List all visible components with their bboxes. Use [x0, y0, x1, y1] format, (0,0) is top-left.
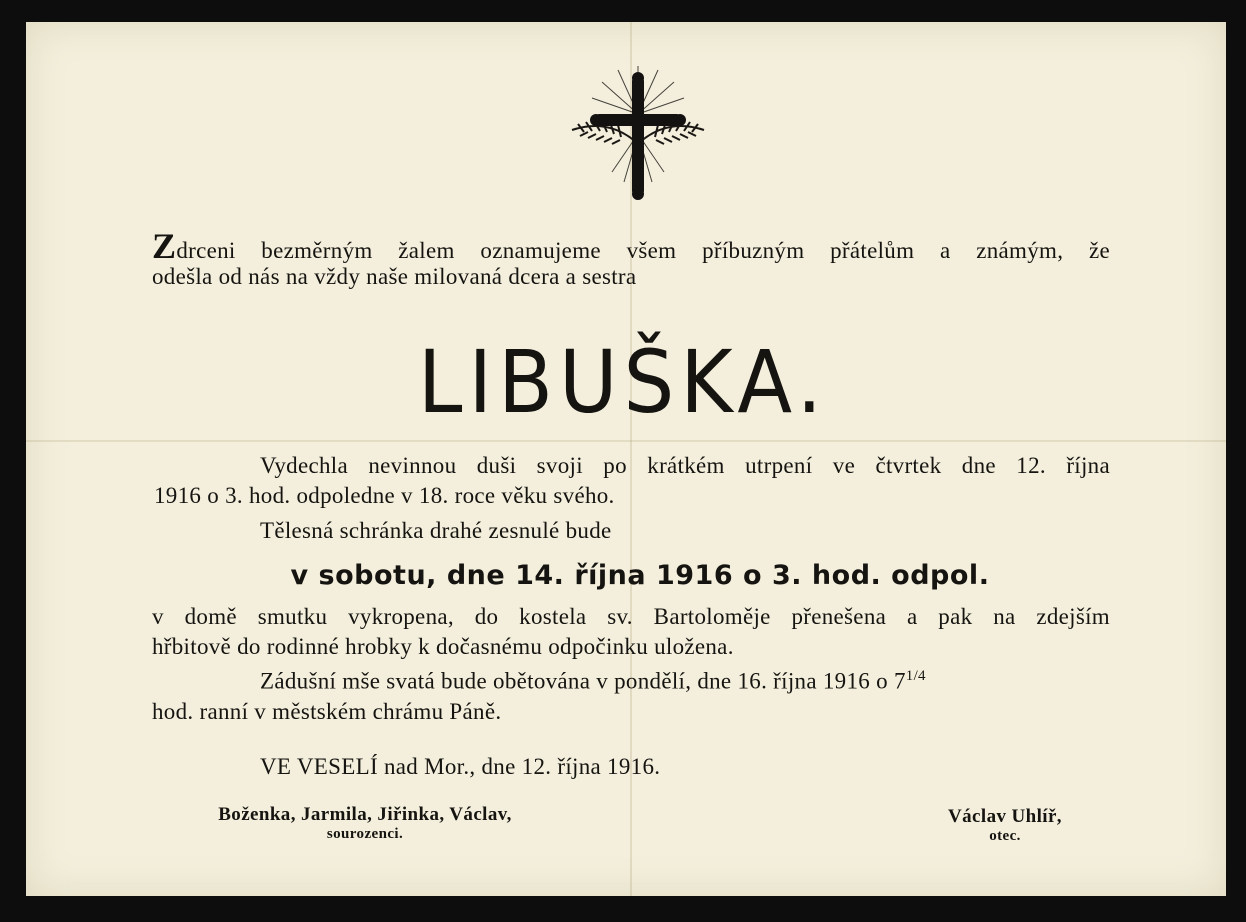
- intro-text: drceni bezměrným žalem oznamujeme všem příbuzným přátelům a známým, že: [176, 238, 1110, 263]
- intro-line-1: [152, 228, 1110, 264]
- mass-line-1: [260, 668, 926, 695]
- cross-icon: [568, 64, 708, 204]
- deceased-name: LIBUŠKA.: [417, 332, 829, 433]
- funeral-date: v sobotu, dne 14. října 1916 o 3. hod. odpol.: [290, 560, 990, 591]
- father-signature: [880, 806, 1130, 845]
- siblings-signature: [150, 804, 580, 843]
- mass-line-2: hod. ranní v městském chrámu Páně.: [152, 699, 502, 724]
- mass-text: Zádušní mše svatá bude obětována v pondělí, dne 16. října 1916 o 7: [260, 668, 906, 694]
- rite-line-1: v domě smutku vykropena, do kostela sv. Bartoloměje přenešena a pak na zdejším: [152, 604, 1110, 629]
- intro-line-2: odešla od nás na vždy naše milovaná dcera a sestra: [152, 264, 637, 289]
- siblings-names: Boženka, Jarmila, Jiřinka, Václav,: [218, 804, 512, 825]
- father-name: Václav Uhlíř,: [948, 806, 1062, 827]
- father-role: otec.: [989, 828, 1021, 844]
- mass-fraction: 1/4: [905, 668, 926, 684]
- fold-crease-horizontal: [26, 440, 1226, 442]
- death-line-1: Vydechla nevinnou duši svoji po krátkém utrpení ve čtvrtek dne 12. října: [260, 453, 1110, 478]
- drop-cap: Z: [152, 226, 177, 266]
- siblings-role: sourozenci.: [326, 826, 404, 842]
- rite-line-2: hřbitově do rodinné hrobky k dočasnému odpočinku uložena.: [152, 634, 734, 659]
- place-date: VE VESELÍ nad Mor., dne 12. října 1916.: [260, 754, 661, 779]
- body-line: Tělesná schránka drahé zesnulé bude: [260, 518, 612, 543]
- death-line-2: 1916 o 3. hod. odpoledne v 18. roce věku svého.: [154, 483, 615, 508]
